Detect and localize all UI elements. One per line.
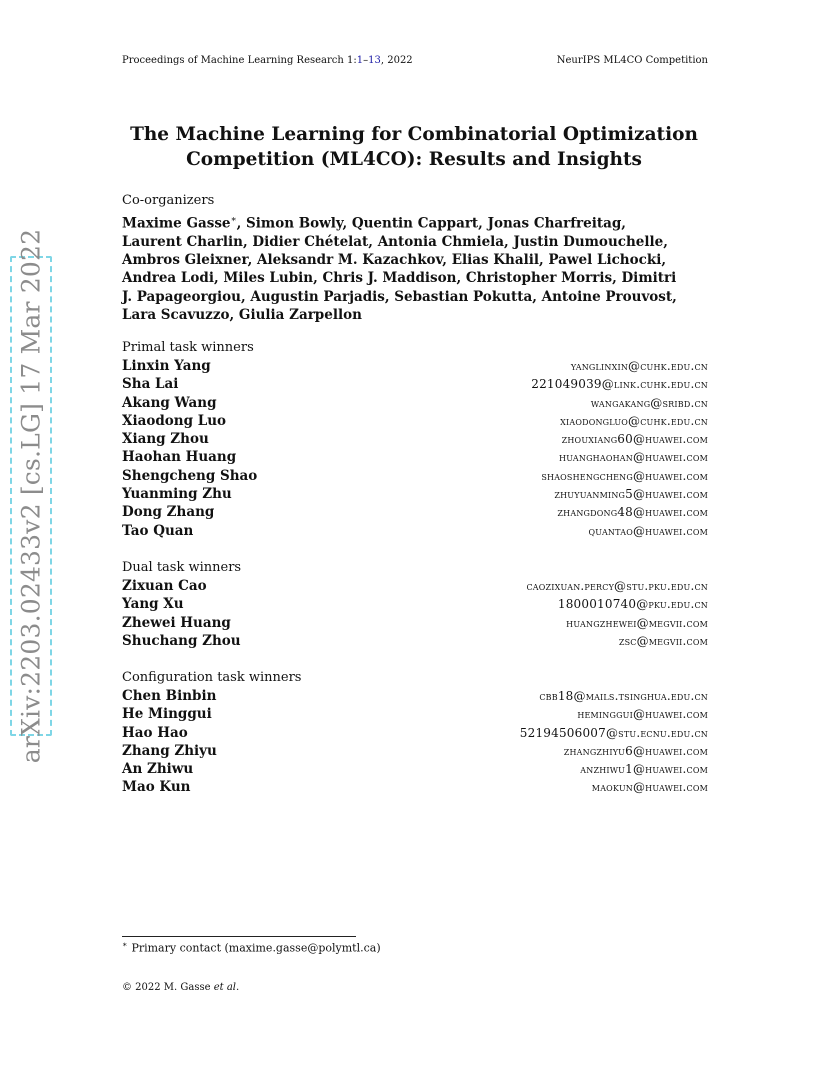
winner-row xyxy=(122,633,708,651)
winner-email[interactable]: 1800010740@pku.edu.cn xyxy=(557,597,708,612)
contact-author: Maxime Gasse xyxy=(122,215,231,232)
winner-row xyxy=(122,779,708,797)
running-header-right: NeurIPS ML4CO Competition xyxy=(556,55,708,66)
winner-name: Yuanming Zhu xyxy=(122,486,232,503)
winner-name: Xiang Zhou xyxy=(122,431,209,448)
winner-row xyxy=(122,413,708,431)
other-coorganizers: , Simon Bowly, Quentin Cappart, Jonas Charfreitag, Laurent Charlin, Didier Chételat, Antonia Chmiela, Justin Dumouchelle, Ambros Gleixner, Aleksandr M. Kazachkov, Elias Khalil, Pawel Lichocki, Andrea Lodi, Miles Lubin, Chris J. Maddison, Christopher Morris, Dimitri J. Papageorgiou, Augustin Parjadis, Sebastian Pokutta, Antoine Prouvost, Lara Scavuzzo, Giulia Zarpellon xyxy=(122,215,677,323)
copyright-line: © 2022 M. Gasse et al. xyxy=(122,982,240,993)
winner-name: Tao Quan xyxy=(122,522,194,539)
winner-email[interactable]: zsc@megvii.com xyxy=(618,633,708,648)
footnote-marker[interactable]: ∗ xyxy=(230,215,237,225)
dual-winners-label: Dual task winners xyxy=(122,560,242,575)
winner-name: Xiaodong Luo xyxy=(122,412,227,429)
winner-row xyxy=(122,725,708,743)
winner-name: Chen Binbin xyxy=(122,688,217,704)
winner-email[interactable]: huangzhewei@megvii.com xyxy=(566,615,708,630)
winner-row xyxy=(122,615,708,633)
winner-name: Zhewei Huang xyxy=(122,614,231,631)
arxiv-stamp-text: arXiv:2203.02433v2 [cs.LG] 17 Mar 2022 xyxy=(16,228,46,764)
arxiv-stamp[interactable] xyxy=(10,228,52,764)
primal-winners-list xyxy=(122,358,708,541)
config-winners-label: Configuration task winners xyxy=(122,670,302,685)
winner-name: Dong Zhang xyxy=(122,504,215,521)
title-line-2: Competition (ML4CO): Results and Insights xyxy=(186,149,642,170)
winner-email[interactable]: quantao@huawei.com xyxy=(588,523,708,538)
et-al: et al. xyxy=(213,982,240,993)
winner-name: Haohan Huang xyxy=(122,449,237,466)
winner-row xyxy=(122,468,708,486)
winner-email[interactable]: maokun@huawei.com xyxy=(591,780,708,795)
winner-email[interactable]: zhangzhiyu6@huawei.com xyxy=(563,743,708,758)
winner-row xyxy=(122,431,708,449)
winner-name: Yang Xu xyxy=(122,596,184,613)
winner-email[interactable]: huanghaohan@huawei.com xyxy=(559,450,708,465)
winner-email[interactable]: yanglinxin@cuhk.edu.cn xyxy=(570,359,708,373)
winner-row xyxy=(122,706,708,724)
config-winners-list xyxy=(122,688,708,798)
winner-name: Shengcheng Shao xyxy=(122,467,258,484)
primal-winners-label: Primal task winners xyxy=(122,340,254,355)
winner-name: Sha Lai xyxy=(122,376,179,393)
winner-email[interactable]: heminggui@huawei.com xyxy=(577,707,708,722)
winner-row xyxy=(122,743,708,761)
first-page-link[interactable]: 1 xyxy=(356,55,364,66)
winner-name: An Zhiwu xyxy=(122,761,194,778)
footnote-text: Primary contact (maxime.gasse@polymtl.ca) xyxy=(131,941,381,955)
winner-email[interactable]: cbb18@mails.tsinghua.edu.cn xyxy=(539,689,708,703)
coorganizers-label: Co-organizers xyxy=(122,193,215,208)
winner-row xyxy=(122,395,708,413)
winner-email[interactable]: anzhiwu1@huawei.com xyxy=(580,762,708,777)
winner-email[interactable]: 221049039@link.cuhk.edu.cn xyxy=(531,377,708,392)
winner-row xyxy=(122,761,708,779)
winner-row xyxy=(122,578,708,596)
dual-winners-list xyxy=(122,578,708,651)
winner-name: Zhang Zhiyu xyxy=(122,742,217,759)
coorganizer-names xyxy=(122,211,682,324)
winner-email[interactable]: zhouxiang60@huawei.com xyxy=(561,432,708,447)
winner-email[interactable]: zhangdong48@huawei.com xyxy=(557,505,708,520)
winner-email[interactable]: xiaodongluo@cuhk.edu.cn xyxy=(560,413,708,428)
winner-row xyxy=(122,449,708,467)
running-header-left: Proceedings of Machine Learning Research 1:1–13, 2022 xyxy=(122,55,413,66)
winner-name: Zixuan Cao xyxy=(122,578,207,594)
winner-email[interactable]: caozixuan.percy@stu.pku.edu.cn xyxy=(526,579,708,593)
winner-row xyxy=(122,504,708,522)
winner-row xyxy=(122,523,708,541)
footnote xyxy=(122,940,381,955)
winner-email[interactable]: wangakang@sribd.cn xyxy=(590,395,708,410)
winner-name: He Minggui xyxy=(122,706,212,723)
title-line-1: The Machine Learning for Combinatorial Optimization xyxy=(130,124,698,145)
winner-email[interactable]: shaoshengcheng@huawei.com xyxy=(541,468,708,483)
winner-row xyxy=(122,376,708,394)
winner-row xyxy=(122,358,708,376)
winner-name: Akang Wang xyxy=(122,394,217,411)
winner-row xyxy=(122,688,708,706)
last-page-link[interactable]: 13 xyxy=(368,55,381,66)
winner-row xyxy=(122,486,708,504)
footnote-mark: ∗ xyxy=(122,940,128,949)
winner-name: Shuchang Zhou xyxy=(122,632,241,649)
running-header xyxy=(122,55,708,69)
paper-title xyxy=(114,122,714,172)
footnote-rule xyxy=(122,936,356,937)
winner-email[interactable]: 52194506007@stu.ecnu.edu.cn xyxy=(519,725,708,740)
winner-name: Hao Hao xyxy=(122,724,188,741)
winner-name: Linxin Yang xyxy=(122,358,211,374)
winner-email[interactable]: zhuyuanming5@huawei.com xyxy=(554,487,708,502)
winner-name: Mao Kun xyxy=(122,779,191,796)
winner-row xyxy=(122,596,708,614)
